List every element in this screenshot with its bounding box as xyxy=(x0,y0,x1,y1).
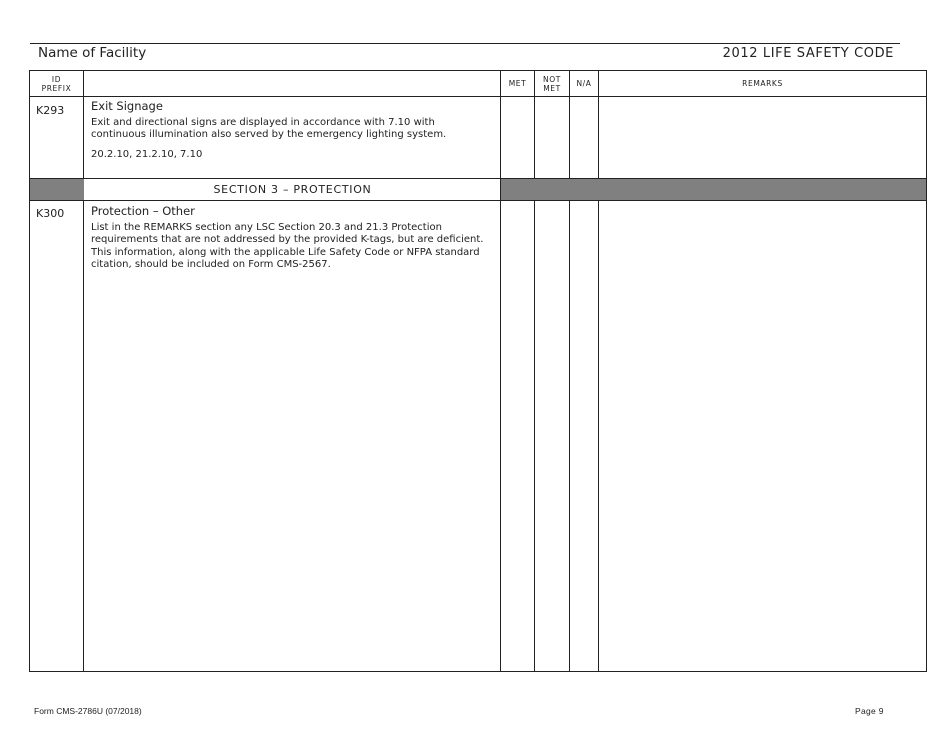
facility-name-label: Name of Facility xyxy=(38,45,147,61)
code-title: 2012 LIFE SAFETY CODE xyxy=(722,46,894,61)
form-number: Form CMS-2786U (07/2018) xyxy=(34,706,142,716)
section-bar xyxy=(501,179,926,200)
header-rule xyxy=(30,96,926,97)
k-tag-id: K300 xyxy=(36,207,65,220)
inspection-table xyxy=(29,70,927,672)
page-number: Page 9 xyxy=(855,706,884,716)
column-divider xyxy=(500,71,501,671)
k-tag-title: Exit Signage xyxy=(91,99,163,113)
row-rule xyxy=(30,200,926,201)
column-divider xyxy=(569,71,570,671)
column-divider xyxy=(83,71,84,671)
met-header: MET xyxy=(508,79,527,88)
k-tag-description: Exit and directional signs are displayed in accordance with 7.10 with continuous illumination also served by the emergency lighting system. xyxy=(91,117,447,141)
column-divider xyxy=(534,71,535,671)
na-header: N/A xyxy=(576,79,592,88)
not-met-header: NOT MET xyxy=(543,74,561,93)
column-divider xyxy=(598,71,599,671)
k-tag-description: List in the REMARKS section any LSC Section 20.3 and 21.3 Protection requirements that are not addressed by the provided K-tags, but are deficient. This information, along with the applicable Life Safety Code or NFPA standard citation, should be included on Form CMS-2567. xyxy=(91,222,484,271)
id-prefix-header: ID PREFIX xyxy=(41,74,72,93)
page-header xyxy=(30,43,900,67)
k-tag-title: Protection – Other xyxy=(91,204,195,218)
k-tag-citation: 20.2.10, 21.2.10, 7.10 xyxy=(91,149,203,160)
section-title: SECTION 3 – PROTECTION xyxy=(213,183,372,196)
k-tag-id: K293 xyxy=(36,104,65,117)
section-bar xyxy=(30,179,84,200)
remarks-header: REMARKS xyxy=(742,79,783,88)
